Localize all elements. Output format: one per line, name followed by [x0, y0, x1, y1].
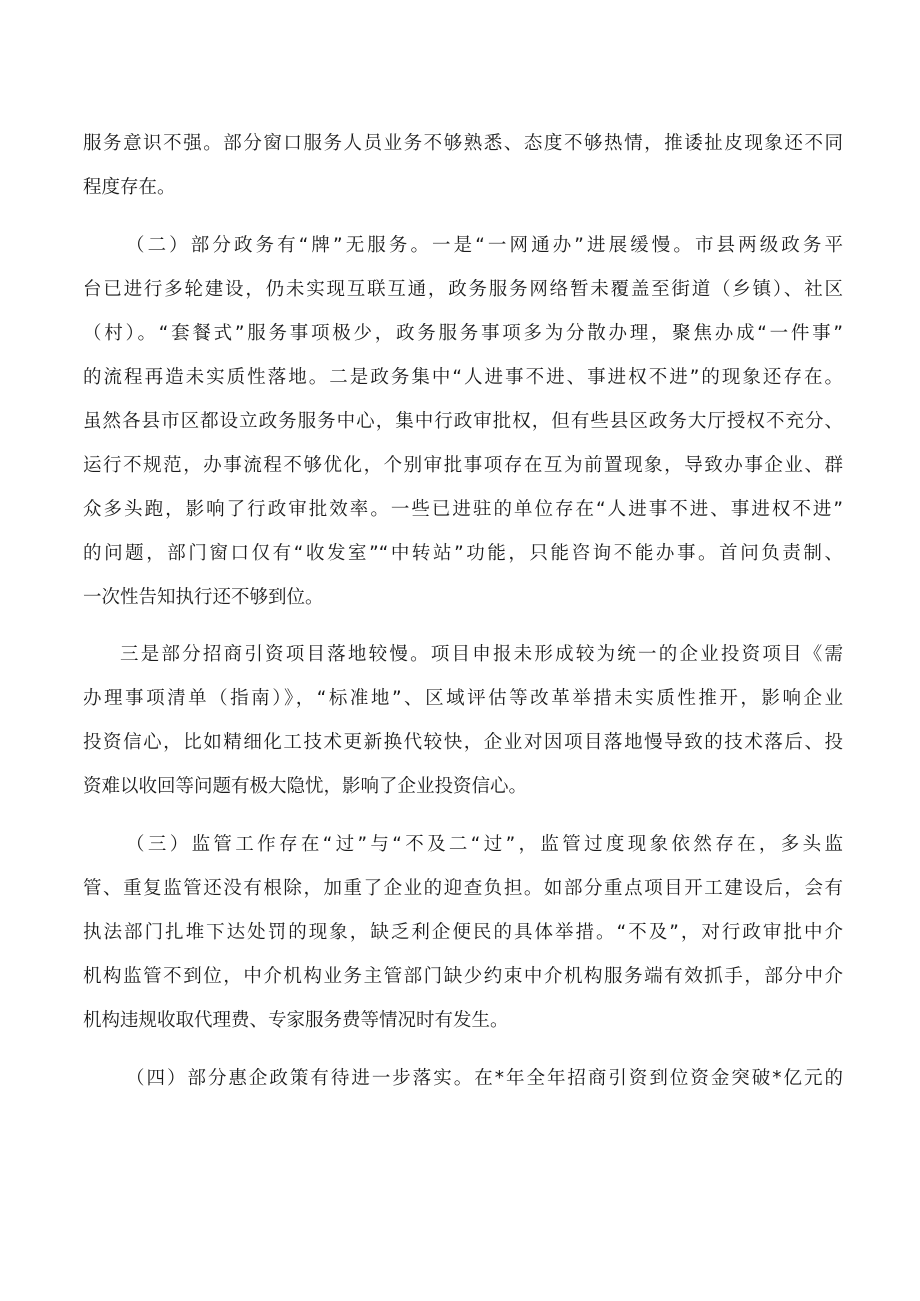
paragraph-heading-line: （四）部分惠企政策有待进一步落实。在*年全年招商引资到位资金突破*亿元的	[126, 1068, 843, 1089]
paragraph-heading-line: 三是部分招商引资项目落地较慢。项目申报未形成较为统一的企业投资项目《需	[120, 644, 843, 665]
text-line: 运行不规范，办事流程不够优化，个别审批事项存在互为前置现象，导致办事企业、群	[83, 455, 843, 476]
text-line: 投资信心，比如精细化工技术更新换代较快，企业对因项目落地慢导致的技术落后、投	[83, 732, 843, 753]
text-line: 资难以收回等问题有极大隐忧，影响了企业投资信心。	[83, 776, 528, 797]
paragraph-heading-line: （二）部分政务有“牌”无服务。一是“一网通办”进展缓慢。市县两级政务平	[126, 235, 843, 256]
text-line: （村）。“套餐式”服务事项极少，政务服务事项多为分散办理，聚焦办成“一件事”	[83, 323, 843, 344]
text-line: 台已进行多轮建设，仍未实现互联互通，政务服务网络暂未覆盖至街道（乡镇）、社区	[83, 279, 843, 300]
paragraph-heading-line: （三）监管工作存在“过”与“不及二“过”，监管过度现象依然存在，多头监	[126, 834, 843, 855]
text-line: 服务意识不强。部分窗口服务人员业务不够熟悉、态度不够热情，推诿扯皮现象还不同	[83, 133, 843, 154]
text-line: 办理事项清单（指南）》，“标准地”、区域评估等改革举措未实质性推开，影响企业	[83, 688, 843, 709]
text-line: 的流程再造未实质性落地。二是政务集中“人进事不进、事进权不进”的现象还存在。	[83, 367, 843, 388]
text-line: 众多头跑，影响了行政审批效率。一些已进驻的单位存在“人进事不进、事进权不进”	[83, 499, 843, 520]
text-line: 的问题，部门窗口仅有“收发室”“中转站”功能，只能咨询不能办事。首问负责制、	[83, 543, 843, 564]
text-line: 一次性告知执行还不够到位。	[83, 587, 324, 608]
text-line: 管、重复监管还没有根除，加重了企业的迎查负担。如部分重点项目开工建设后，会有	[83, 878, 843, 899]
text-line: 执法部门扎堆下达处罚的现象，缺乏利企便民的具体举措。“不及”，对行政审批中介	[83, 922, 843, 943]
text-line: 程度存在。	[83, 177, 176, 198]
text-line: 虽然各县市区都设立政务服务中心，集中行政审批权，但有些县区政务大厅授权不充分、	[83, 411, 843, 432]
text-line: 机构违规收取代理费、专家服务费等情况时有发生。	[83, 1010, 509, 1031]
text-line: 机构监管不到位，中介机构业务主管部门缺少约束中介机构服务端有效抓手，部分中介	[83, 966, 843, 987]
